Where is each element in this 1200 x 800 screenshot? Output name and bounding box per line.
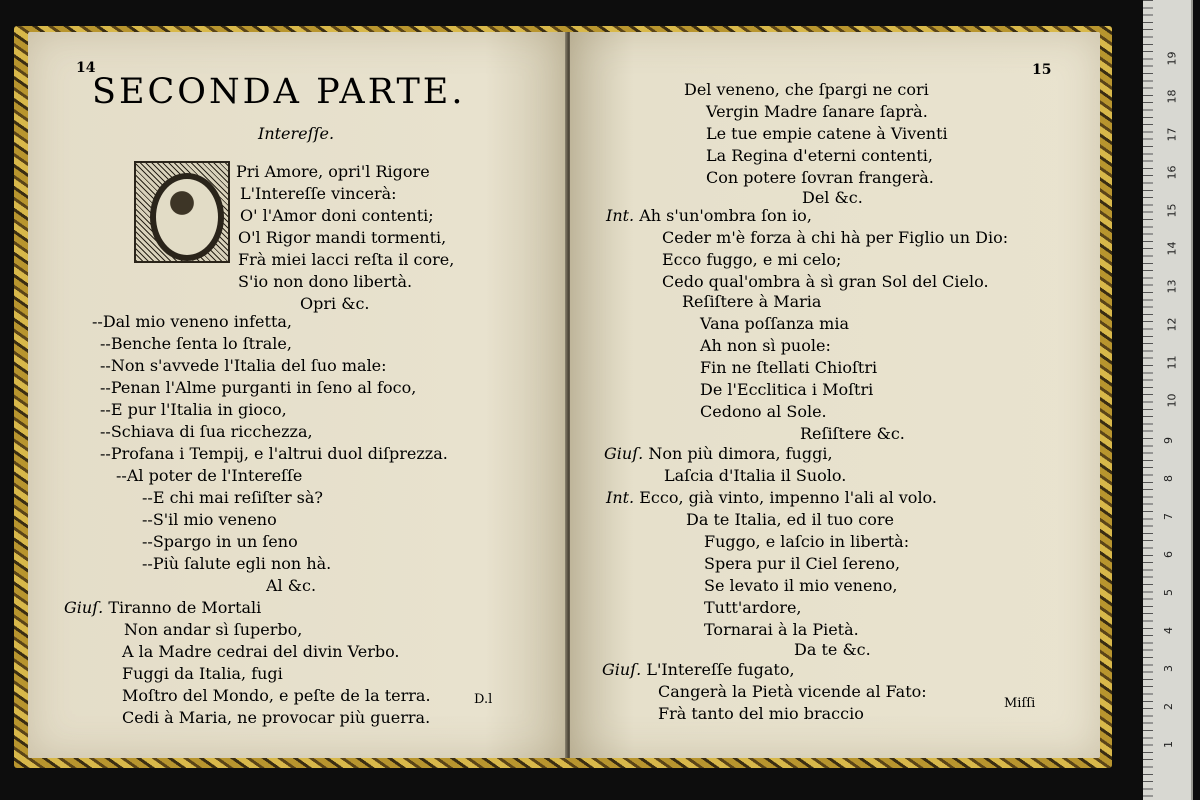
verse-text: Non più dimora, fuggi, <box>648 444 833 463</box>
verse-line: --Penan l'Alme purganti in ſeno al foco, <box>100 378 417 397</box>
verse-line-with-speaker <box>604 444 833 464</box>
verse-line: Cedi à Maria, ne provocar più guerra. <box>122 708 431 727</box>
ruler-mark: 17 <box>1165 127 1179 142</box>
refrain-line: Del &c. <box>802 188 863 207</box>
catchword: D.l <box>474 692 493 707</box>
verse-line: --Benche ſenta lo ſtrale, <box>100 334 292 353</box>
verse-line: Cedono al Sole. <box>700 402 827 421</box>
verse-line: --Non s'avvede l'Italia del ſuo male: <box>100 356 387 375</box>
verse-line: Cangerà la Pietà vicende al Fato: <box>658 682 927 701</box>
verse-line: --E chi mai reſiſter sà? <box>142 488 323 507</box>
ruler-mark: 6 <box>1162 551 1175 558</box>
verse-line: --Più ſalute egli non hà. <box>142 554 332 573</box>
verse-line: Ah non sì puole: <box>700 336 831 355</box>
verse-line: A la Madre cedrai del divin Verbo. <box>122 642 400 661</box>
verse-line: --Dal mio veneno infetta, <box>92 312 292 331</box>
ruler-mark: 11 <box>1165 355 1179 370</box>
ruler-mark: 5 <box>1162 589 1175 596</box>
ruler-mark: 2 <box>1162 703 1175 710</box>
ruler-mark: 13 <box>1165 279 1179 294</box>
catchword: Miſſi <box>1004 696 1036 711</box>
speaker-label: Giuſ. <box>64 598 104 617</box>
verse-line: Frà miei lacci reſta il core, <box>238 250 455 269</box>
verse-line: --Al poter de l'Intereſſe <box>116 466 303 485</box>
ruler-mark: 1 <box>1162 741 1175 748</box>
verse-line: Fuggo, e laſcio in libertà: <box>704 532 910 551</box>
refrain-line: Al &c. <box>266 576 317 595</box>
verse-line: --Spargo in un ſeno <box>142 532 298 551</box>
verse-line: Reſiſtere à Maria <box>682 292 822 311</box>
ruler-mark: 10 <box>1165 393 1179 408</box>
verse-line: Fin ne ſtellati Chioſtri <box>700 358 878 377</box>
ruler-mark: 14 <box>1165 241 1179 256</box>
verse-text: Ah s'un'ombra ſon io, <box>639 206 812 225</box>
ruler-mark: 16 <box>1165 165 1179 180</box>
speaker-title: Intereſſe. <box>258 124 335 143</box>
verse-line: Le tue empie catene à Viventi <box>706 124 948 143</box>
speaker-label: Int. <box>606 206 635 225</box>
verse-line: --Schiava di ſua ricchezza, <box>100 422 313 441</box>
verse-line: Cedo qual'ombra à sì gran Sol del Cielo. <box>662 272 989 291</box>
verse-line: Del veneno, che ſpargi ne cori <box>684 80 929 99</box>
verse-line: --S'il mio veneno <box>142 510 277 529</box>
refrain-line: Da te &c. <box>794 640 871 659</box>
ruler-mark: 9 <box>1162 437 1175 444</box>
verse-line: --E pur l'Italia in gioco, <box>100 400 287 419</box>
verse-line: Con potere ſovran frangerà. <box>706 168 934 187</box>
page-heading: SECONDA PARTE. <box>92 72 466 112</box>
verse-line: O' l'Amor doni contenti; <box>240 206 434 225</box>
verse-line: Non andar sì ſuperbo, <box>124 620 303 639</box>
right-page-number: 15 <box>1032 62 1052 78</box>
verse-line: L'Intereſſe vincerà: <box>240 184 397 203</box>
ruler-mark: 19 <box>1165 51 1179 66</box>
verse-line-with-speaker <box>606 206 812 226</box>
verse-line: Ecco fuggo, e mi celo; <box>662 250 842 269</box>
ruler-mark: 3 <box>1162 665 1175 672</box>
speaker-label: Giuſ. <box>602 660 642 679</box>
speaker-label: Giuſ. <box>604 444 644 463</box>
ruler-mark: 4 <box>1162 627 1175 634</box>
verse-text: Tiranno de Mortali <box>108 598 262 617</box>
ruler-mark: 7 <box>1162 513 1175 520</box>
verse-line: Pri Amore, opri'l Rigore <box>236 162 430 181</box>
verse-line-with-speaker <box>64 598 261 618</box>
verse-line: S'io non dono libertà. <box>238 272 413 291</box>
verse-line: Spera pur il Ciel ſereno, <box>704 554 901 573</box>
verse-line: Moſtro del Mondo, e peſte de la terra. <box>122 686 431 705</box>
ruler-mark: 8 <box>1162 475 1175 482</box>
verse-line: Laſcia d'Italia il Suolo. <box>664 466 847 485</box>
ruler-mark: 18 <box>1165 89 1179 104</box>
verse-line-with-speaker <box>602 660 795 680</box>
verse-line: Vergin Madre ſanare ſaprà. <box>706 102 928 121</box>
verse-line: Tornarai à la Pietà. <box>704 620 859 639</box>
ruler-mark: 15 <box>1165 203 1179 218</box>
decorated-initial-o-icon <box>134 161 230 263</box>
verse-line: Tutt'ardore, <box>704 598 802 617</box>
refrain-line: Reſiſtere &c. <box>800 424 905 443</box>
verse-line: O'l Rigor mandi tormenti, <box>238 228 447 247</box>
verse-line: Ceder m'è forza à chi hà per Figlio un Dio: <box>662 228 1009 247</box>
measuring-ruler <box>1143 0 1193 800</box>
refrain-line: Opri &c. <box>300 294 370 313</box>
verse-line: Vana poſſanza mia <box>700 314 849 333</box>
left-page-number: 14 <box>76 60 96 76</box>
verse-text: L'Intereſſe fugato, <box>646 660 795 679</box>
verse-line-with-speaker <box>606 488 937 508</box>
verse-line: De l'Ecclitica i Moſtri <box>700 380 874 399</box>
verse-line: Fuggi da Italia, fugi <box>122 664 283 683</box>
verse-line: Frà tanto del mio braccio <box>658 704 864 723</box>
verse-line: --Profana i Tempij, e l'altrui duol diſprezza. <box>100 444 448 463</box>
verse-line: Da te Italia, ed il tuo core <box>686 510 894 529</box>
verse-line: Se levato il mio veneno, <box>704 576 898 595</box>
verse-line: La Regina d'eterni contenti, <box>706 146 933 165</box>
verse-text: Ecco, già vinto, impenno l'ali al volo. <box>639 488 937 507</box>
ruler-mark: 12 <box>1165 317 1179 332</box>
speaker-label: Int. <box>606 488 635 507</box>
